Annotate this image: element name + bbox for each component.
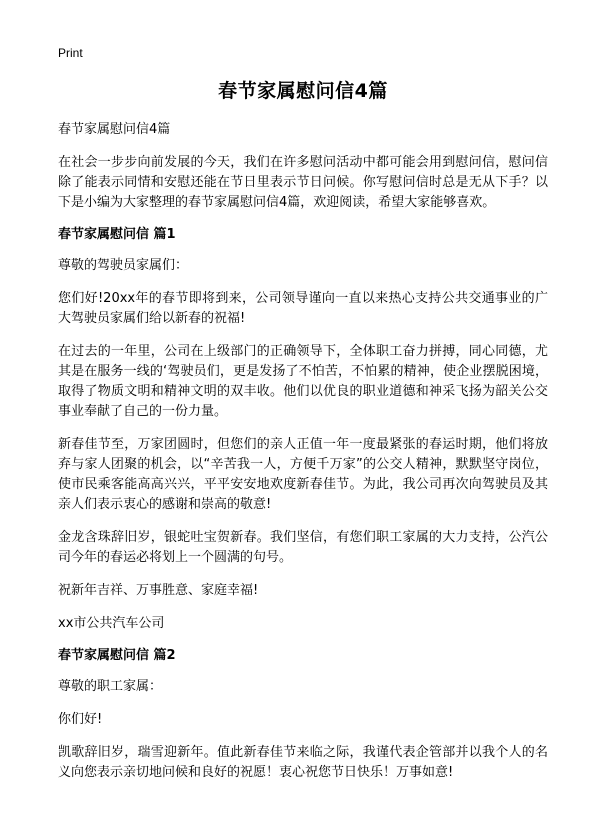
section-heading-1: 春节家属慰问信 篇1 — [58, 227, 176, 242]
page-title: 春节家属慰问信4篇 — [218, 80, 388, 102]
signature: xx市公共汽车公司 — [58, 616, 165, 631]
body-paragraph: 凯歌辞旧岁，瑞雪迎新年。值此新春佳节来临之际，我谨代表企管部并以我个人的名义向您表示亲切地问候和良好的祝愿！衷心祝您节日快乐！万事如意! — [58, 745, 548, 780]
print-link[interactable]: Print — [58, 46, 83, 60]
closing-wish: 祝新年吉祥、万事胜意、家庭幸福! — [58, 583, 259, 598]
intro-paragraph: 在社会一步步向前发展的今天，我们在许多慰问活动中都可能会用到慰问信，慰问信除了能表示同情和安慰还能在节日里表示节日问候。你写慰问信时总是无从下手？以下是小编为大家整理的春节家属慰问信4篇，欢迎阅读，希望大家能够喜欢。 — [58, 155, 548, 210]
section-heading-2: 春节家属慰问信 篇2 — [58, 648, 176, 663]
salutation: 尊敬的驾驶员家属们： — [58, 258, 189, 273]
body-paragraph: 新春佳节至，万家团圆时，但您们的亲人正值一年一度最紧张的春运时期，他们将放弃与家人团聚的机会，以“辛苦我一人，方便千万家”的公交人精神，默默坚守岗位，使市民乘客能高高兴兴，平平安安地欢度新春佳节。为此，我公司再次向驾驶员及其亲人们表示衷心的感谢和崇高的敬意! — [58, 437, 548, 512]
greeting: 你们好! — [58, 712, 103, 727]
body-paragraph: 金龙含珠辞旧岁，银蛇吐宝贺新春。我们坚信，有您们职工家属的大力支持，公汽公司今年的春运必将划上一个圆满的句号。 — [58, 530, 548, 565]
document-subtitle: 春节家属慰问信4篇 — [58, 122, 171, 137]
document-page — [58, 76, 548, 796]
salutation: 尊敬的职工家属： — [58, 679, 163, 694]
body-paragraph: 您们好!20xx年的春节即将到来，公司领导谨向一直以来热心支持公共交通事业的广大驾驶员家属们给以新春的祝福! — [58, 291, 548, 326]
body-paragraph: 在过去的一年里，公司在上级部门的正确领导下，全体职工奋力拼搏，同心同德，尤其是在服务一线的‘驾驶员们，更是发扬了不怕苦，不怕累的精神，使企业摆脱困境，取得了物质文明和精神文明的双丰收。他们以优良的职业道德和神采飞扬为韶关公交事业奉献了自己的一份力量。 — [58, 344, 548, 419]
